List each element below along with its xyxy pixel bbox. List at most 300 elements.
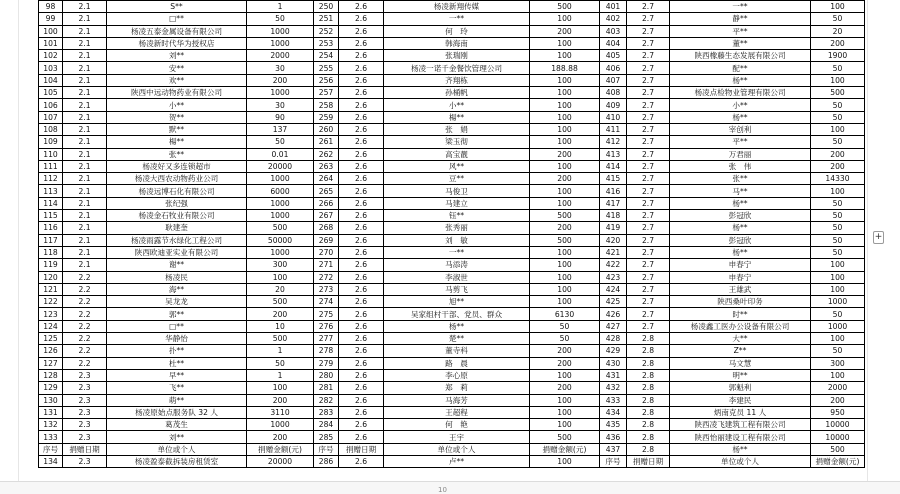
serial-cell: 108 [39,123,63,135]
donor-cell: 吴家组村干部、党员、群众 [384,308,530,320]
date-cell: 2.8 [627,443,670,455]
date-cell: 2.7 [627,111,670,123]
serial-cell: 282 [314,394,339,406]
date-cell: 2.6 [339,62,384,74]
serial-cell: 273 [314,283,339,295]
donor-cell: 陕西中远动物药业有限公司 [107,87,247,99]
date-cell: 2.6 [339,123,384,135]
date-cell: 2.1 [63,210,107,222]
amount-cell: 捐赠金额(元) [530,443,600,455]
date-cell: 2.1 [63,259,107,271]
donor-cell: 杨凌一诺千金餐饮管理公司 [384,62,530,74]
serial-cell: 281 [314,382,339,394]
serial-cell: 122 [39,296,63,308]
donor-cell: 万君丽 [670,148,811,160]
donor-cell: 扑** [107,345,247,357]
amount-cell: 100 [247,271,314,283]
date-cell: 2.7 [627,173,670,185]
amount-cell: 50 [530,320,600,332]
date-cell: 2.6 [339,369,384,381]
donor-cell: 旭** [384,296,530,308]
serial-cell: 434 [600,406,627,418]
date-cell: 2.1 [63,111,107,123]
amount-cell: 200 [530,25,600,37]
date-cell: 2.3 [63,455,107,467]
donor-cell: 陕西凌飞建筑工程有限公司 [670,419,811,431]
donor-cell: 杨凌远博石化有限公司 [107,185,247,197]
amount-cell: 10000 [811,419,865,431]
serial-cell: 103 [39,62,63,74]
serial-cell: 403 [600,25,627,37]
serial-cell: 序号 [39,443,63,455]
amount-cell: 500 [811,443,865,455]
donor-cell: 刘 敏 [384,234,530,246]
donor-cell: 葛茂生 [107,419,247,431]
table-row [39,333,865,345]
serial-cell: 431 [600,369,627,381]
donor-cell: 华静怡 [107,333,247,345]
date-cell: 2.1 [63,197,107,209]
date-cell: 2.6 [339,259,384,271]
table-row [39,259,865,271]
serial-cell: 125 [39,333,63,345]
amount-cell: 200 [247,394,314,406]
amount-cell: 100 [530,74,600,86]
serial-cell: 432 [600,382,627,394]
serial-cell: 411 [600,123,627,135]
serial-cell: 407 [600,74,627,86]
serial-cell: 252 [314,25,339,37]
date-cell: 2.7 [627,210,670,222]
date-cell: 2.1 [63,234,107,246]
date-cell: 2.2 [63,333,107,345]
date-cell: 2.7 [627,13,670,25]
amount-cell: 100 [530,185,600,197]
serial-cell: 430 [600,357,627,369]
serial-cell: 421 [600,246,627,258]
amount-cell: 200 [247,74,314,86]
table-row [39,406,865,418]
donor-cell: 静** [670,13,811,25]
amount-cell: 100 [530,87,600,99]
amount-cell: 30 [247,99,314,111]
serial-cell: 126 [39,345,63,357]
amount-cell: 500 [530,1,600,13]
serial-cell: 426 [600,308,627,320]
amount-cell: 100 [530,37,600,49]
serial-cell: 268 [314,222,339,234]
header-row [39,443,865,455]
date-cell: 2.7 [627,148,670,160]
date-cell: 2.7 [627,25,670,37]
donor-cell: 马俊卫 [384,185,530,197]
date-cell: 2.6 [339,197,384,209]
serial-cell: 419 [600,222,627,234]
page-footer [0,481,900,494]
date-cell: 2.1 [63,13,107,25]
donor-cell: 吴龙龙 [107,296,247,308]
serial-cell: 285 [314,431,339,443]
donor-cell: 李建民 [670,394,811,406]
amount-cell: 100 [530,455,600,467]
amount-cell: 1000 [247,210,314,222]
serial-cell: 410 [600,111,627,123]
serial-cell: 118 [39,246,63,258]
amount-cell: 50 [811,62,865,74]
amount-cell: 50 [811,308,865,320]
donor-cell: 时** [670,308,811,320]
serial-cell: 422 [600,259,627,271]
amount-cell: 14330 [811,173,865,185]
table-row [39,234,865,246]
amount-cell: 1000 [247,197,314,209]
serial-cell: 100 [39,25,63,37]
donation-sheet [38,0,864,468]
date-cell: 2.7 [627,37,670,49]
serial-cell: 406 [600,62,627,74]
donor-cell: 王宇 [384,431,530,443]
donor-cell: 彭冠欣 [670,234,811,246]
date-cell: 2.8 [627,382,670,394]
date-cell: 2.6 [339,185,384,197]
donor-cell: 申春宁 [670,271,811,283]
serial-cell: 255 [314,62,339,74]
serial-cell: 129 [39,382,63,394]
date-cell: 2.6 [339,136,384,148]
date-cell: 2.1 [63,185,107,197]
amount-cell: 200 [247,431,314,443]
date-cell: 2.6 [339,246,384,258]
donor-cell: 杨凌雨露节水绿化工程公司 [107,234,247,246]
serial-cell: 250 [314,1,339,13]
serial-cell: 134 [39,455,63,467]
date-cell: 2.3 [63,406,107,418]
serial-cell: 284 [314,419,339,431]
date-cell: 2.2 [63,271,107,283]
serial-cell: 423 [600,271,627,283]
date-cell: 2.6 [339,13,384,25]
amount-cell: 500 [247,222,314,234]
donor-cell: 马添涛 [384,259,530,271]
donor-cell: 炳南克员 11 人 [670,406,811,418]
date-cell: 2.7 [627,296,670,308]
amount-cell: 200 [811,160,865,172]
amount-cell: 200 [530,345,600,357]
serial-cell: 序号 [314,443,339,455]
table-row [39,87,865,99]
serial-cell: 116 [39,222,63,234]
serial-cell: 272 [314,271,339,283]
table-row [39,111,865,123]
date-cell: 2.7 [627,62,670,74]
date-cell: 2.3 [63,369,107,381]
serial-cell: 127 [39,357,63,369]
amount-cell: 100 [530,160,600,172]
serial-cell: 415 [600,173,627,185]
donor-cell: 齐翔栋 [384,74,530,86]
serial-cell: 435 [600,419,627,431]
donor-cell: 杨** [670,197,811,209]
donor-cell: 马海芳 [384,394,530,406]
serial-cell: 117 [39,234,63,246]
table-row [39,283,865,295]
date-cell: 2.6 [339,455,384,467]
amount-cell: 2000 [247,50,314,62]
donation-table [38,0,865,468]
donor-cell: 张秀丽 [384,222,530,234]
serial-cell: 123 [39,308,63,320]
serial-cell: 274 [314,296,339,308]
amount-cell: 200 [811,37,865,49]
date-cell: 2.6 [339,210,384,222]
date-cell: 2.3 [63,394,107,406]
donor-cell: 杨凌原始点服务队 32 人 [107,406,247,418]
donor-cell: 杨** [670,222,811,234]
serial-cell: 271 [314,259,339,271]
amount-cell: 200 [247,308,314,320]
donor-cell: 平** [670,136,811,148]
donor-cell: 张纪强 [107,197,247,209]
serial-cell: 257 [314,87,339,99]
serial-cell: 110 [39,148,63,160]
date-cell: 2.1 [63,123,107,135]
serial-cell: 433 [600,394,627,406]
amount-cell: 300 [811,357,865,369]
donor-cell: 董** [670,37,811,49]
date-cell: 2.7 [627,185,670,197]
serial-cell: 256 [314,74,339,86]
donor-cell: 马建立 [384,197,530,209]
add-row-icon[interactable]: + [874,232,883,242]
date-cell: 2.7 [627,283,670,295]
donor-cell: 杜** [107,357,247,369]
donor-cell: 楚** [384,333,530,345]
date-cell: 2.1 [63,25,107,37]
date-cell: 2.7 [627,87,670,99]
date-cell: 2.1 [63,87,107,99]
page-right-edge [867,0,868,493]
amount-cell: 90 [247,111,314,123]
donor-cell: 飞** [107,382,247,394]
amount-cell: 捐赠金额(元) [247,443,314,455]
date-cell: 2.6 [339,160,384,172]
table-row [39,37,865,49]
amount-cell: 50 [247,13,314,25]
donor-cell: 孙桶帆 [384,87,530,99]
serial-cell: 105 [39,87,63,99]
serial-cell: 427 [600,320,627,332]
serial-cell: 424 [600,283,627,295]
date-cell: 2.1 [63,50,107,62]
date-cell: 2.6 [339,111,384,123]
serial-cell: 420 [600,234,627,246]
amount-cell: 20 [247,283,314,295]
amount-cell: 100 [530,136,600,148]
amount-cell: 1 [247,345,314,357]
serial-cell: 428 [600,333,627,345]
amount-cell: 1000 [247,25,314,37]
date-cell: 2.7 [627,234,670,246]
donor-cell: 李心原 [384,369,530,381]
date-cell: 捐赠日期 [627,455,670,467]
amount-cell: 20000 [247,160,314,172]
date-cell: 2.3 [63,382,107,394]
donor-cell: □** [107,13,247,25]
date-cell: 2.2 [63,345,107,357]
date-cell: 2.8 [627,345,670,357]
table-row [39,345,865,357]
donor-cell: 张瑞刚 [384,50,530,62]
amount-cell: 200 [811,394,865,406]
date-cell: 2.1 [63,173,107,185]
serial-cell: 405 [600,50,627,62]
amount-cell: 30 [247,62,314,74]
date-cell: 2.6 [339,283,384,295]
amount-cell: 100 [811,271,865,283]
serial-cell: 275 [314,308,339,320]
amount-cell: 100 [530,296,600,308]
donor-cell: 申春宁 [670,259,811,271]
donor-cell: 韩海南 [384,37,530,49]
amount-cell: 1000 [247,173,314,185]
serial-cell: 109 [39,136,63,148]
date-cell: 2.1 [63,62,107,74]
amount-cell: 188.88 [530,62,600,74]
serial-cell: 111 [39,160,63,172]
serial-cell: 259 [314,111,339,123]
serial-cell: 101 [39,37,63,49]
donor-cell: 陕西欧迪亚实业有限公司 [107,246,247,258]
serial-cell: 269 [314,234,339,246]
date-cell: 2.6 [339,148,384,160]
date-cell: 2.7 [627,259,670,271]
amount-cell: 100 [530,394,600,406]
serial-cell: 107 [39,111,63,123]
date-cell: 2.6 [339,25,384,37]
table-row [39,357,865,369]
donor-cell: 默** [107,123,247,135]
serial-cell: 98 [39,1,63,13]
serial-cell: 414 [600,160,627,172]
table-row [39,148,865,160]
donor-cell: 贺** [107,111,247,123]
date-cell: 2.8 [627,406,670,418]
amount-cell: 50 [811,210,865,222]
page-left-edge [18,0,19,493]
table-row [39,13,865,25]
date-cell: 2.7 [627,308,670,320]
serial-cell: 106 [39,99,63,111]
donor-cell: 马文慧 [670,357,811,369]
table-row [39,25,865,37]
donor-cell: 杨凌大西农动物药业公司 [107,173,247,185]
donor-cell: 王超程 [384,406,530,418]
table-row [39,1,865,13]
donor-cell: 杨凌新时代华为授权店 [107,37,247,49]
donor-cell: 杨** [384,320,530,332]
amount-cell: 500 [811,87,865,99]
donor-cell: 早** [107,369,247,381]
serial-cell: 267 [314,210,339,222]
serial-cell: 132 [39,419,63,431]
serial-cell: 425 [600,296,627,308]
donor-cell: 陕西橡藤生态发展有限公司 [670,50,811,62]
date-cell: 2.6 [339,234,384,246]
donor-cell: 楊** [384,111,530,123]
serial-cell: 402 [600,13,627,25]
amount-cell: 1 [247,369,314,381]
date-cell: 2.8 [627,419,670,431]
date-cell: 2.7 [627,246,670,258]
donor-cell: 平** [670,25,811,37]
serial-cell: 418 [600,210,627,222]
date-cell: 2.1 [63,37,107,49]
date-cell: 2.3 [63,419,107,431]
amount-cell: 950 [811,406,865,418]
serial-cell: 264 [314,173,339,185]
amount-cell: 20 [811,25,865,37]
donor-cell: 郑 莉 [384,382,530,394]
donor-cell: 一** [384,246,530,258]
donor-cell: 豆** [384,173,530,185]
serial-cell: 404 [600,37,627,49]
serial-cell: 283 [314,406,339,418]
amount-cell: 200 [530,382,600,394]
donor-cell: 杨凌五泰金属设备有限公司 [107,25,247,37]
donor-cell: 一** [384,13,530,25]
amount-cell: 100 [530,13,600,25]
donor-cell: 杨凌好又多连锁超市 [107,160,247,172]
donor-cell: 明** [670,369,811,381]
amount-cell: 50 [811,99,865,111]
table-row [39,271,865,283]
amount-cell: 20000 [247,455,314,467]
date-cell: 2.6 [339,271,384,283]
date-cell: 2.1 [63,246,107,258]
amount-cell: 1000 [247,87,314,99]
serial-cell: 251 [314,13,339,25]
donor-cell: 杨凌点检物业管理有限公司 [670,87,811,99]
amount-cell: 50 [811,13,865,25]
donor-cell: 风** [384,160,530,172]
date-cell: 2.7 [627,123,670,135]
date-cell: 捐赠日期 [339,443,384,455]
amount-cell: 100 [530,99,600,111]
date-cell: 2.7 [627,136,670,148]
amount-cell: 10000 [811,431,865,443]
date-cell: 2.8 [627,431,670,443]
amount-cell: 100 [530,283,600,295]
donor-cell: 小** [384,99,530,111]
date-cell: 2.6 [339,357,384,369]
serial-cell: 124 [39,320,63,332]
donor-cell: 杨凌金石牧业有限公司 [107,210,247,222]
serial-cell: 412 [600,136,627,148]
donor-cell: 海** [107,283,247,295]
date-cell: 2.7 [627,222,670,234]
table-row [39,50,865,62]
table-row [39,99,865,111]
serial-cell: 254 [314,50,339,62]
donor-cell: 马剪飞 [384,283,530,295]
amount-cell: 1000 [811,296,865,308]
date-cell: 2.2 [63,283,107,295]
date-cell: 2.6 [339,74,384,86]
date-cell: 2.7 [627,271,670,283]
amount-cell: 50 [811,345,865,357]
amount-cell: 100 [811,283,865,295]
date-cell: 2.6 [339,87,384,99]
